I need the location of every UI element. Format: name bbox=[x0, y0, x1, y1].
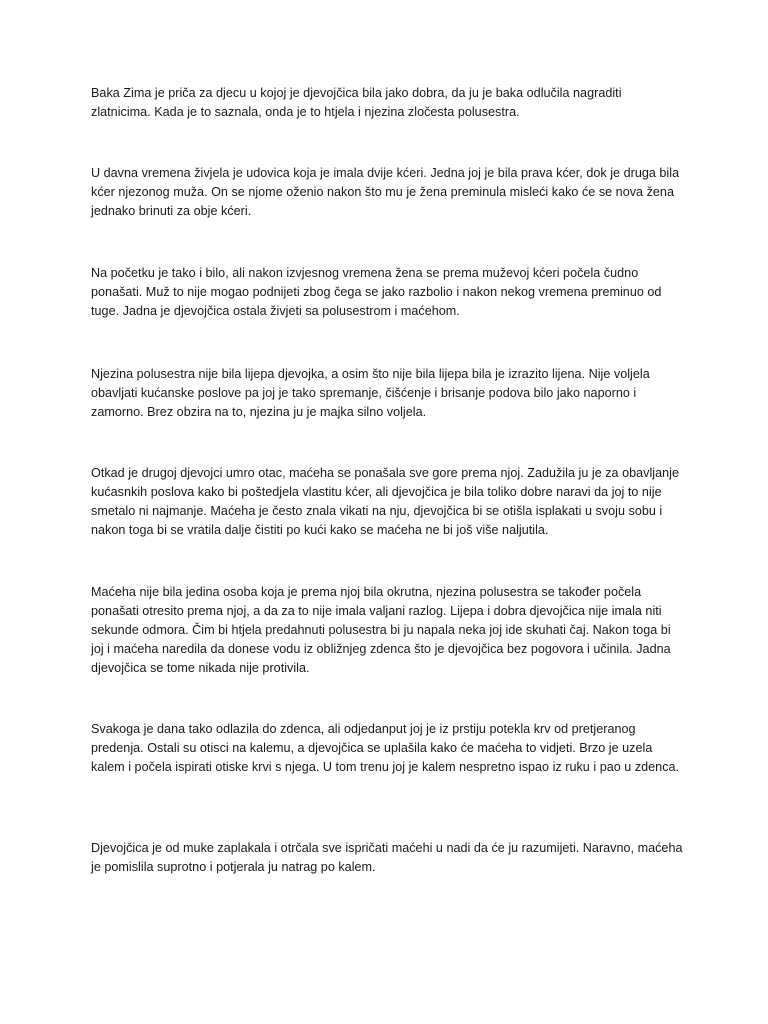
paragraph-6: Maćeha nije bila jedina osoba koja je prema njoj bila okrutna, njezina polusestra se također počela ponašati otresito prema njoj, a da za to nije imala valjani razlog. Lijepa i dobra djevojčica nije imala niti sekunde odmora. Čim bi htjela predahnuti polusestra bi ju napala neka joj ide skuhati čaj. Nakon toga bi joj i maćeha naredila da donese vodu iz obližnjeg zdenca što je djevojčica bez pogovora i učinila. Jadna djevojčica se tome nikada nije protivila. bbox=[91, 585, 671, 675]
paragraph-5: Otkad je drugoj djevojci umro otac, maćeha se ponašala sve gore prema njoj. Zadužila ju je za obavljanje kućasnkih poslova kako bi poštedjela vlastitu kćer, ali djevojčica je bila toliko dobre naravi da joj to nije smetalo ni najmanje. Maćeha je često znala vikati na nju, djevojčica bi se otišla isplakati u svoju sobu i nakon toga bi se vratila dalje čistiti po kući kako se maćeha ne bi još više naljutila. bbox=[91, 466, 680, 537]
paragraph-1: Baka Zima je priča za djecu u kojoj je djevojčica bila jako dobra, da ju je baka odlučila nagraditi zlatnicima. Kada je to saznala, onda je to htjela i njezina zločesta polusestra. bbox=[91, 86, 622, 119]
paragraph-8: Djevojčica je od muke zaplakala i otrčala sve ispričati maćehi u nadi da će ju razumijeti. Naravno, maćeha je pomislila suprotno i potjerala ju natrag po kalem. bbox=[91, 841, 683, 874]
paragraph-4: Njezina polusestra nije bila lijepa djevojka, a osim što nije bila lijepa bila je izrazito lijena. Nije voljela obavljati kućanske poslove pa joj je tako spremanje, čišćenje i brisanje podova bilo jako naporno i zamorno. Brez obzira na to, njezina ju je majka silno voljela. bbox=[91, 367, 650, 419]
paragraph-2: U davna vremena živjela je udovica koja je imala dvije kćeri. Jedna joj je bila prava kćer, dok je druga bila kćer njezonog muža. On se njome oženio nakon što mu je žena preminula misleći kako će se nova žena jednako brinuti za obje kćeri. bbox=[91, 166, 680, 218]
paragraph-3: Na početku je tako i bilo, ali nakon izvjesnog vremena žena se prema muževoj kćeri počela čudno ponašati. Muž to nije mogao podnijeti zbog čega se jako razbolio i nakon nekog vremena preminuo od tuge. Jadna je djevojčica ostala živjeti sa polusestrom i maćehom. bbox=[91, 266, 662, 318]
paragraph-7: Svakoga je dana tako odlazila do zdenca, ali odjedanput joj je iz prstiju potekla krv od pretjeranog predenja. Ostali su otisci na kalemu, a djevojčica se uplašila kako će maćeha to vidjeti. Brzo je uzela kalem i počela ispirati otiske krvi s njega. U tom trenu joj je kalem nespretno ispao iz ruku i pao u zdenca. bbox=[91, 722, 680, 774]
